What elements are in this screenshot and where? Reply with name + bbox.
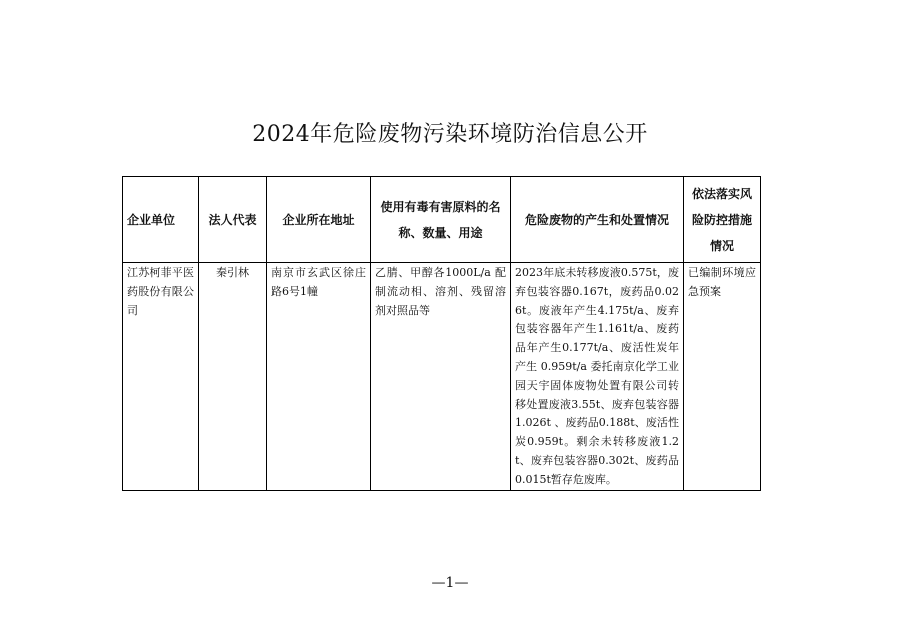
disclosure-table (122, 176, 761, 491)
header-waste: 危险废物的产生和处置情况 (511, 177, 684, 263)
cell-address: 南京市玄武区徐庄路6号1幢 (267, 263, 371, 491)
header-risk-control: 依法落实风险防控措施情况 (684, 177, 761, 263)
page-number: —1— (431, 575, 469, 591)
cell-legal-rep: 秦引林 (199, 263, 267, 491)
header-address: 企业所在地址 (267, 177, 371, 263)
table-row (123, 263, 761, 491)
header-company: 企业单位 (123, 177, 199, 263)
header-legal-rep: 法人代表 (199, 177, 267, 263)
table-header-row (123, 177, 761, 263)
header-materials: 使用有毒有害原料的名称、数量、用途 (371, 177, 511, 263)
cell-company: 江苏柯菲平医药股份有限公司 (123, 263, 199, 491)
document-title: 2024年危险废物污染环境防治信息公开 (252, 122, 648, 147)
cell-waste: 2023年底未转移废液0.575t，废弃包装容器0.167t，废药品0.026t。废液年产生4.175t/a、废弃包装容器年产生1.161t/a、废药品年产生0.177t/a、废活性炭年产生 0.959t/a 委托南京化学工业园天宇固体废物处置有限公司转移处置废液3.55t、废弃包装容器 1.026t 、废药品0.188t、废活性炭0.959t。剩余未转移废液1.2t、废弃包装容器0.302t、废药品0.015t暂存危废库。 (511, 263, 684, 491)
cell-materials: 乙腈、甲醇各1000L/a 配制流动相、溶剂、残留溶剂对照品等 (371, 263, 511, 491)
cell-risk-control: 已编制环境应急预案 (684, 263, 761, 491)
